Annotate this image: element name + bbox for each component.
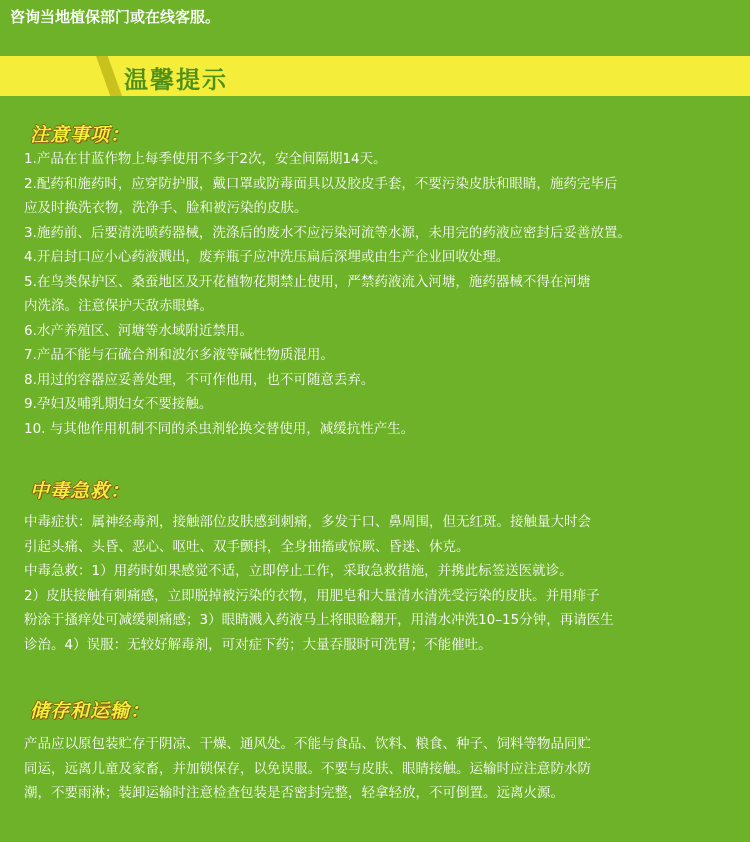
list-item: 4.开启封口应小心药液溅出，废弃瓶子应冲洗压扁后深埋或由生产企业回收处理。 — [24, 249, 510, 265]
banner-title: 温馨提示 — [124, 66, 228, 94]
list-item: 5.在鸟类保护区、桑蚕地区及开花植物花期禁止使用，严禁药液流入河塘，施药器械不得在河塘 — [24, 273, 591, 290]
text-line: 中毒症状：属神经毒剂，接触部位皮肤感到刺痛，多发于口、鼻周围，但无红斑。接触量大时会 — [24, 514, 591, 530]
list-item: 7.产品不能与石硫合剂和波尔多液等碱性物质混用。 — [24, 347, 334, 363]
storage-text — [24, 732, 746, 806]
list-item: 8.用过的容器应妥善处理，不可作他用，也不可随意丢弃。 — [24, 371, 375, 388]
list-item: 6.水产养殖区、河塘等水域附近禁用。 — [24, 322, 253, 339]
top-text: 咨询当地植保部门或在线客服。 — [10, 8, 221, 26]
precautions-list — [24, 147, 746, 441]
list-item: 2.配药和施药时，应穿防护服，戴口罩或防毒面具以及胶皮手套，不要污染皮肤和眼睛，施药完毕后 — [24, 175, 618, 192]
list-item: 10. 与其他作用机制不同的杀虫剂轮换交替使用，减缓抗性产生。 — [24, 420, 415, 437]
list-item: 应及时换洗衣物，洗净手、脸和被污染的皮肤。 — [24, 200, 308, 216]
text-line: 同运，远离儿童及家畜，并加锁保存，以免误服。不要与皮肤、眼睛接触。运输时应注意防水防 — [24, 760, 591, 777]
list-item: 3.施药前、后要清洗喷药器械，洗涤后的废水不应污染河流等水源，未用完的药液应密封后妥善放置。 — [24, 224, 631, 241]
storage-heading: 储存和运输： — [30, 700, 151, 722]
text-line: 潮，不要雨淋；装卸运输时注意检查包装是否密封完整，轻拿轻放，不可倒置。远离火源。 — [24, 785, 564, 801]
text-line: 中毒急救：1）用药时如果感觉不适，立即停止工作，采取急救措施，并携此标签送医就诊。 — [24, 563, 573, 579]
text-line: 2）皮肤接触有刺痛感，立即脱掉被污染的衣物，用肥皂和大量清水清洗受污染的皮肤。并用痱子 — [24, 587, 600, 604]
text-line: 粉涂于搔痒处可减缓刺痛感；3）眼睛溅入药液马上将眼睑翻开，用清水冲洗10–15分钟，再请医生 — [24, 612, 614, 628]
first-aid-text — [24, 510, 746, 657]
first-aid-heading: 中毒急救： — [30, 480, 131, 502]
text-line: 产品应以原包装贮存于阴凉、干燥、通风处。不能与食品、饮料、粮食、种子、饲料等物品同贮 — [24, 736, 591, 752]
precautions-heading: 注意事项： — [30, 124, 131, 146]
list-item: 内洗涤。注意保护天敌赤眼蜂。 — [24, 298, 213, 314]
list-item: 9.孕妇及哺乳期妇女不要接触。 — [24, 396, 213, 412]
text-line: 诊治。4）误服：无较好解毒剂，可对症下药；大量吞服时可洗胃；不能催吐。 — [24, 636, 492, 653]
text-line: 引起头痛、头昏、恶心、呕吐、双手颤抖，全身抽搐或惊厥、昏迷、休克。 — [24, 538, 470, 555]
list-item: 1.产品在甘蓝作物上每季使用不多于2次，安全间隔期14天。 — [24, 151, 387, 167]
